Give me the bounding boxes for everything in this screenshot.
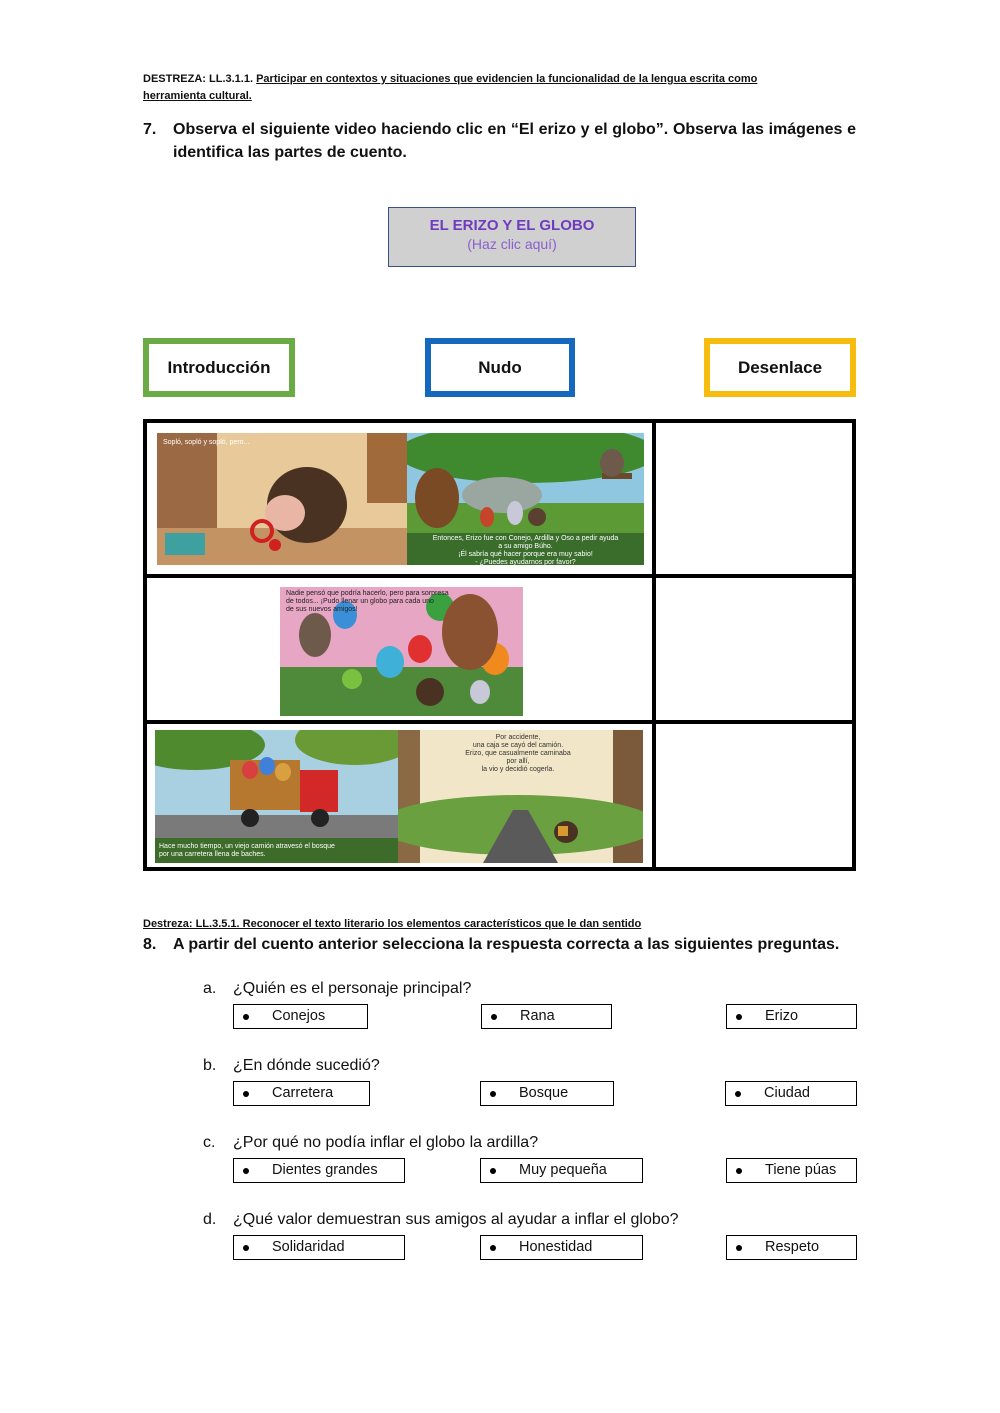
question-c — [203, 1133, 803, 1153]
option-b-2[interactable]: Bosque — [480, 1081, 614, 1106]
option-b-1[interactable]: Carretera — [233, 1081, 370, 1106]
video-link-button[interactable] — [388, 207, 636, 267]
question-8 — [143, 933, 856, 957]
skill-header — [143, 71, 856, 105]
option-d-2[interactable]: Honestidad — [480, 1235, 643, 1260]
question-a — [203, 979, 803, 999]
question-d — [203, 1210, 823, 1230]
option-a-2[interactable]: Rana — [481, 1004, 612, 1029]
question-d-letter: d. — [203, 1211, 217, 1228]
option-c-2[interactable]: Muy pequeña — [480, 1158, 643, 1183]
scene-hedgehog-blowing-caption: Sopló, sopló y sopló, pero... — [163, 439, 250, 446]
scene-hedgehog-blowing[interactable] — [157, 433, 407, 565]
bullet-icon — [490, 1245, 496, 1251]
bullet-icon — [243, 1245, 249, 1251]
drop-zone-2[interactable] — [656, 578, 852, 720]
bullet-icon — [736, 1014, 742, 1020]
category-desenlace[interactable] — [704, 338, 856, 397]
question-7-text: Observa el siguiente video haciendo clic en “El erizo y el globo”. Observa las imágenes e identifica las partes de cuento. — [173, 121, 856, 161]
category-introduccion[interactable] — [143, 338, 295, 397]
option-c-1[interactable]: Dientes grandes — [233, 1158, 405, 1183]
option-d-1[interactable]: Solidaridad — [233, 1235, 405, 1260]
bullet-icon — [243, 1014, 249, 1020]
question-a-text: ¿Quién es el personaje principal? — [233, 980, 472, 997]
bullet-icon — [491, 1014, 497, 1020]
bullet-icon — [736, 1245, 742, 1251]
scene-truck[interactable] — [155, 730, 398, 863]
scene-friends-owl[interactable] — [407, 433, 644, 565]
option-c-3[interactable]: Tiene púas — [726, 1158, 857, 1183]
skill-code: DESTREZA: LL.3.1.1. — [143, 73, 254, 85]
option-a-1[interactable]: Conejos — [233, 1004, 368, 1029]
scene-balloons-caption: Nadie pensó que podría hacerlo, pero para sorpresa de todos... ¡Pudo llenar un globo para cada uno de sus nuevos amigos! — [286, 590, 449, 613]
skill-2-text: Destreza: LL.3.5.1. Reconocer el texto literario los elementos característicos que le dan sentido — [143, 918, 642, 930]
category-desenlace-label: Desenlace — [737, 357, 823, 377]
skill-text-line2: herramienta cultural. — [143, 90, 252, 102]
option-a-3[interactable]: Erizo — [726, 1004, 857, 1029]
category-nudo-label: Nudo — [478, 357, 522, 377]
question-a-letter: a. — [203, 980, 217, 997]
question-7-number: 7. — [143, 121, 157, 138]
scene-hedgehog-road-caption: Por accidente, una caja se cayó del camión. Erizo, que casualmente caminaba por allí, la vio y decidió cogerla. — [465, 734, 571, 773]
bullet-icon — [736, 1168, 742, 1174]
bullet-icon — [490, 1091, 496, 1097]
scene-hedgehog-road[interactable] — [398, 730, 643, 863]
category-nudo[interactable] — [425, 338, 575, 397]
video-link-title: EL ERIZO Y EL GLOBO — [429, 217, 595, 234]
question-c-letter: c. — [203, 1134, 216, 1151]
hedgehog-blowing-illustration — [157, 433, 407, 565]
video-link-subtitle: (Haz clic aquí) — [467, 236, 557, 252]
question-8-text: A partir del cuento anterior selecciona la respuesta correcta a las siguientes preguntas. — [173, 936, 840, 953]
story-grid — [143, 419, 856, 871]
bullet-icon — [243, 1091, 249, 1097]
question-b-text: ¿En dónde sucedió? — [233, 1057, 380, 1074]
question-d-text: ¿Qué valor demuestran sus amigos al ayudar a inflar el globo? — [233, 1211, 679, 1228]
skill-header-2 — [143, 916, 856, 933]
bullet-icon — [490, 1168, 496, 1174]
option-b-3[interactable]: Ciudad — [725, 1081, 857, 1106]
bullet-icon — [735, 1091, 741, 1097]
question-b — [203, 1056, 803, 1076]
category-introduccion-label: Introducción — [167, 357, 271, 377]
scene-truck-caption: Hace mucho tiempo, un viejo camión atravesó el bosque por una carretera llena de baches. — [159, 843, 335, 858]
skill-text-line1: Participar en contextos y situaciones que evidencien la funcionalidad de la lengua escrita como — [256, 73, 758, 85]
question-7 — [143, 118, 856, 166]
scene-friends-owl-caption: Entonces, Erizo fue con Conejo, Ardilla y Oso a pedir ayuda a su amigo Búho. ¡Él sabría qué hacer porque era muy sabio! - ¿Puedes ayudarnos por favor? — [432, 535, 619, 565]
drop-zone-3[interactable] — [656, 724, 852, 867]
bullet-icon — [243, 1168, 249, 1174]
question-c-text: ¿Por qué no podía inflar el globo la ardilla? — [233, 1134, 539, 1151]
scene-balloons[interactable] — [280, 587, 523, 716]
drop-zone-1[interactable] — [656, 423, 852, 574]
question-8-number: 8. — [143, 936, 157, 953]
question-b-letter: b. — [203, 1057, 217, 1074]
option-d-3[interactable]: Respeto — [726, 1235, 857, 1260]
